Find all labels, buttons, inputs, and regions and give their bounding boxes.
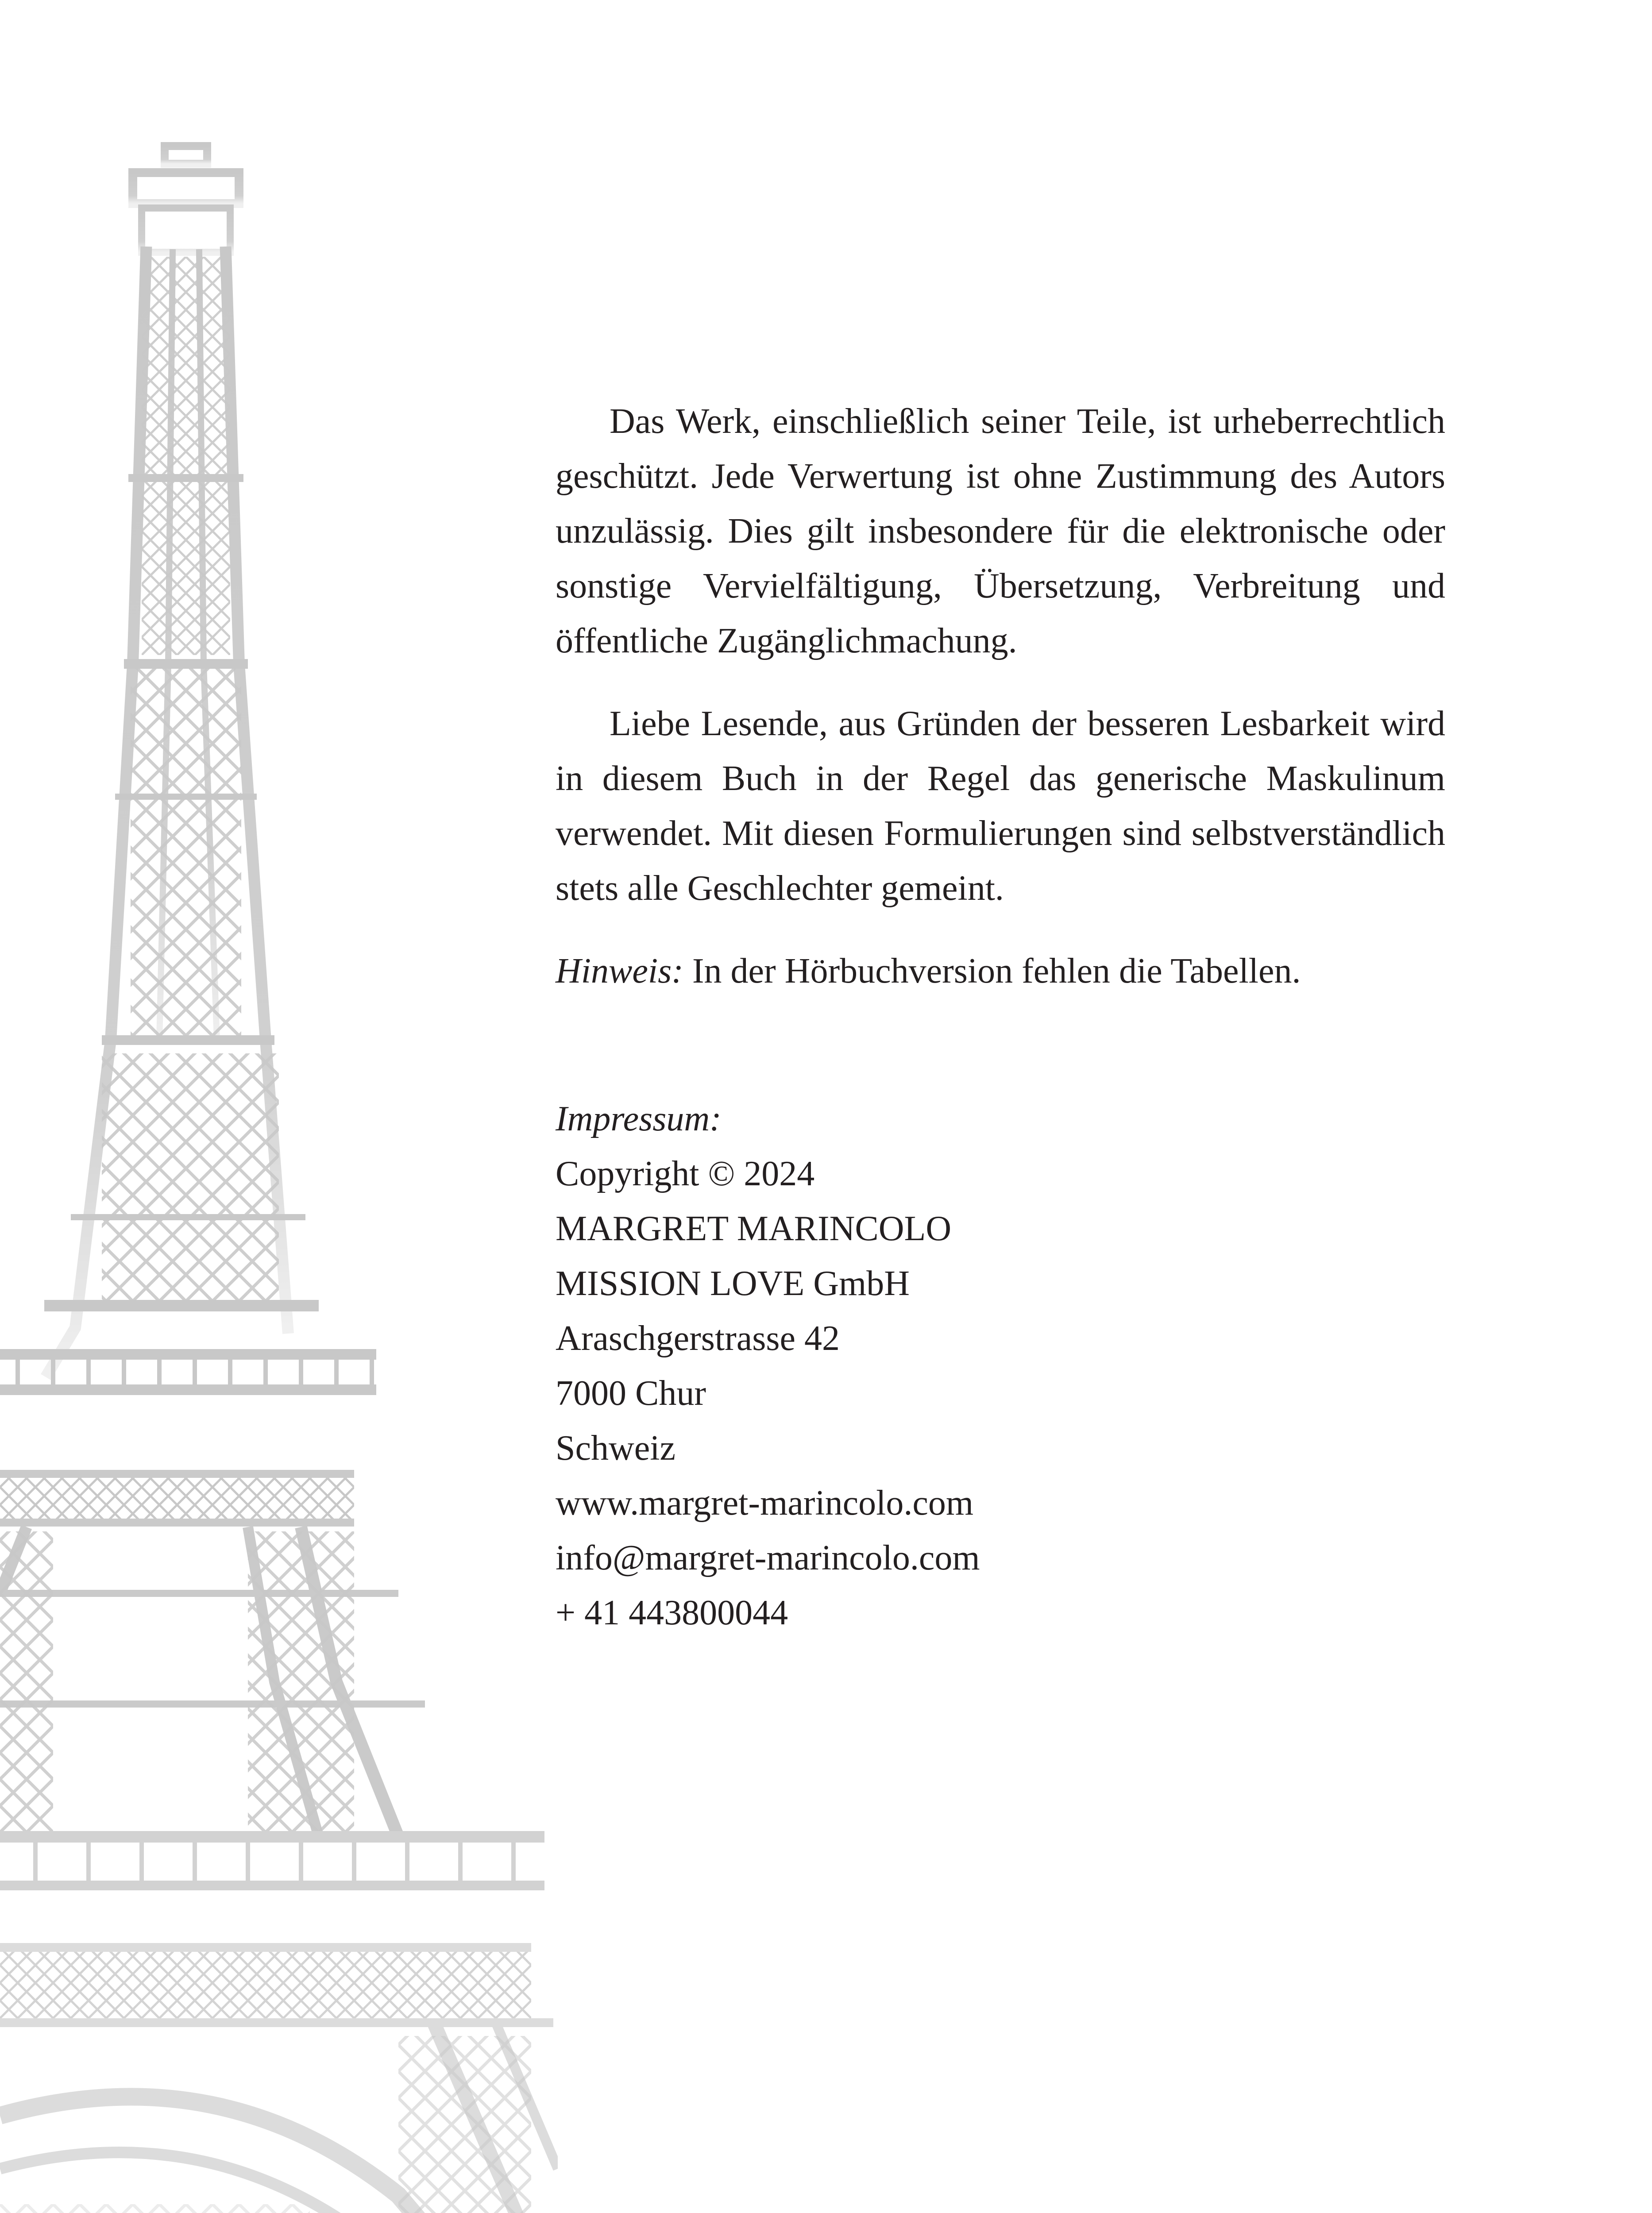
hint-label: Hinweis: [556, 952, 683, 991]
imprint-section [556, 1091, 1445, 1640]
text-block [556, 394, 1445, 1640]
copyright-line: Copyright © 2024 [556, 1154, 815, 1193]
author-name: MARGRET MARINCOLO [556, 1209, 952, 1248]
gender-notice-paragraph: Liebe Lesende, aus Gründen der besseren Lesbarkeit wird in diesem Buch in der Regel das generische Maskulinum verwendet. Mit diesen Formulierungen sind selbstverständlich stets alle Geschlechter gemeint. [556, 704, 1445, 908]
country-line: Schweiz [556, 1429, 676, 1468]
email-link[interactable]: info@margret-marincolo.com [556, 1538, 980, 1577]
hint-text: In der Hörbuchversion fehlen die Tabellen. [683, 952, 1301, 991]
audiobook-hint [556, 944, 1445, 999]
eiffel-tower-icon [0, 0, 558, 2213]
street-address: Araschgerstrasse 42 [556, 1319, 840, 1358]
imprint-heading: Impressum: [556, 1099, 722, 1138]
company-name: MISSION LOVE GmbH [556, 1264, 910, 1303]
phone-number: + 41 443800044 [556, 1593, 788, 1632]
website-link[interactable]: www.margret-marincolo.com [556, 1484, 974, 1523]
city-line: 7000 Chur [556, 1374, 706, 1413]
copyright-notice-paragraph: Das Werk, einschließlich seiner Teile, ist urheberrechtlich geschützt. Jede Verwertung ist ohne Zustimmung des Autors unzulässig. Dies gilt insbesondere für die elektronische oder sonstige Vervielfältigung, Übersetzung, Verbreitung und öffentliche Zugänglichmachung. [556, 402, 1445, 660]
